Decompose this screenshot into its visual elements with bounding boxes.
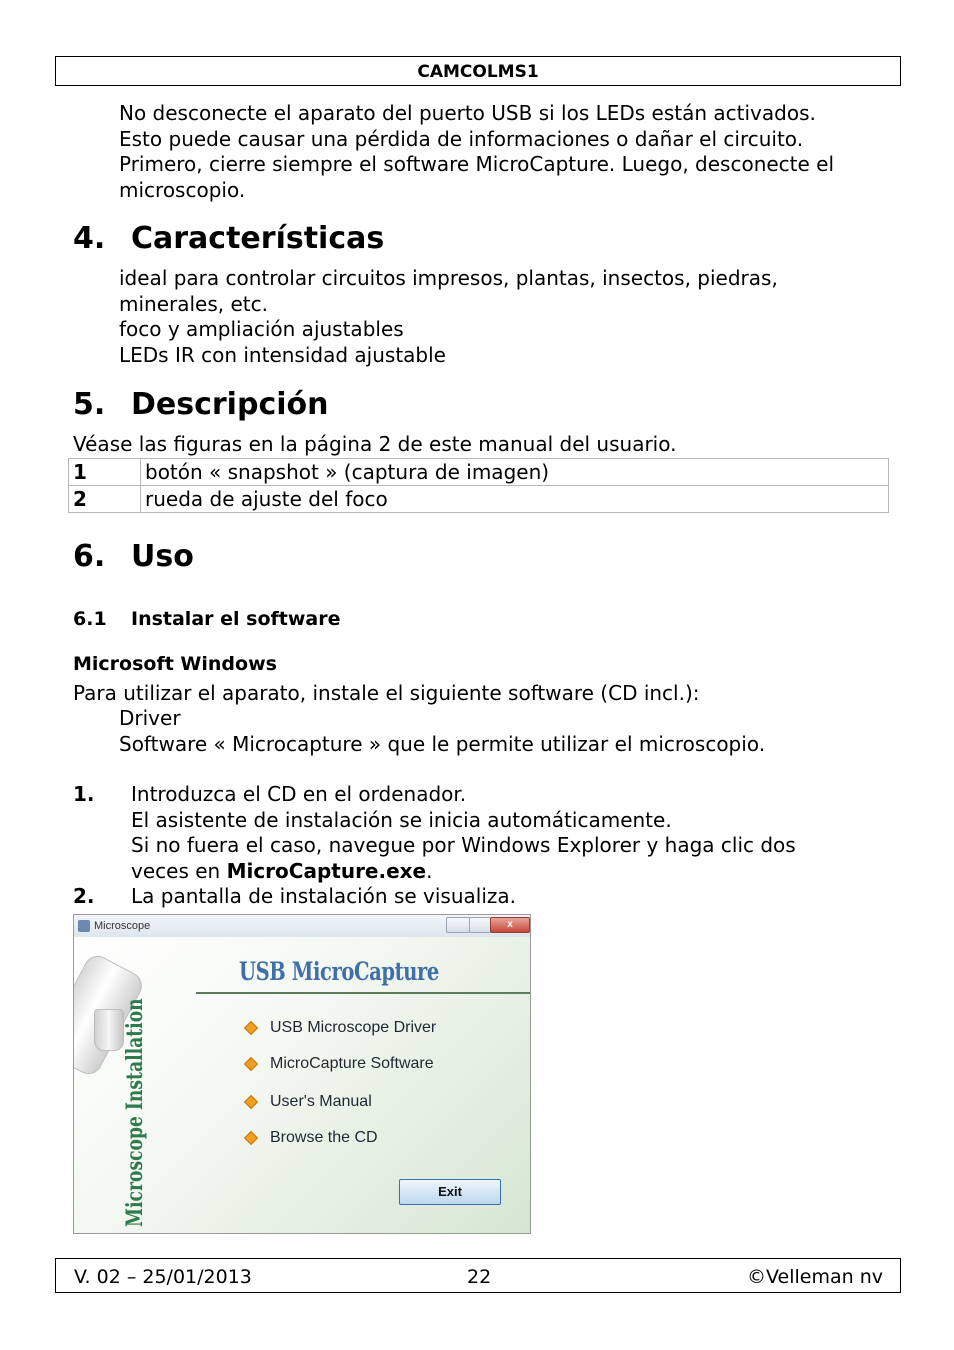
- intro-line: Esto puede causar una pérdida de informaciones o dañar el circuito.: [119, 126, 804, 151]
- minimize-button[interactable]: [446, 917, 470, 933]
- section-6-heading: [73, 540, 194, 574]
- footer-copyright: ©Velleman nv: [747, 1266, 883, 1288]
- maximize-button[interactable]: [469, 917, 491, 933]
- exe-filename: MicroCapture.exe: [226, 858, 427, 883]
- menu-item-label: Browse the CD: [270, 1129, 378, 1146]
- microscope-tip-image: [94, 1009, 124, 1051]
- menu-item-browse-cd[interactable]: [246, 1129, 378, 1147]
- intro-line: Primero, cierre siempre el software MicroCapture. Luego, desconecte el: [119, 152, 835, 176]
- step-number: 2.: [73, 884, 95, 908]
- section-title: Características: [131, 221, 385, 256]
- page-footer: [55, 1258, 901, 1293]
- step-line: [131, 859, 796, 885]
- diamond-bullet-icon: [244, 1095, 258, 1109]
- table-cell-num: 2: [69, 486, 141, 513]
- menu-item-driver[interactable]: [246, 1019, 436, 1037]
- description-table: [68, 458, 889, 513]
- step-line: La pantalla de instalación se visualiza.: [131, 884, 516, 908]
- menu-item-label: User's Manual: [270, 1093, 372, 1110]
- features-list: [119, 266, 778, 368]
- subsection-number: 6.1: [73, 608, 107, 630]
- installer-screenshot: [73, 914, 531, 1234]
- step-body: [131, 884, 516, 910]
- feature-line: ideal para controlar circuitos impresos, plantas, insectos, piedras,: [119, 266, 778, 290]
- diamond-bullet-icon: [244, 1021, 258, 1035]
- feature-line: minerales, etc.: [119, 291, 268, 316]
- install-steps: [73, 782, 796, 910]
- step-number: 1.: [73, 782, 95, 806]
- table-row: [69, 486, 889, 513]
- software-list: [119, 706, 765, 757]
- app-icon: [78, 920, 90, 932]
- section-number: 6.: [73, 539, 106, 574]
- banner-title: USB MicroCapture: [239, 957, 439, 986]
- description-intro: Véase las figuras en la página 2 de este manual del usuario.: [73, 432, 677, 456]
- table-cell-text: rueda de ajuste del foco: [141, 486, 889, 513]
- os-heading: Microsoft Windows: [73, 653, 277, 675]
- intro-paragraph: [119, 101, 834, 203]
- close-button[interactable]: x: [490, 917, 530, 933]
- step-item: [73, 782, 796, 884]
- feature-line: foco y ampliación ajustables: [119, 317, 404, 341]
- step-text: .: [426, 858, 433, 883]
- table-row: [69, 459, 889, 486]
- step-line: Si no fuera el caso, navegue por Windows Explorer y haga clic dos: [131, 833, 796, 857]
- install-paragraph: Para utilizar el aparato, instale el siguiente software (CD incl.):: [73, 681, 700, 705]
- step-body: [131, 782, 796, 884]
- section-number: 4.: [73, 221, 106, 256]
- side-title: Microscope Installation: [122, 998, 148, 1227]
- feature-line: LEDs IR con intensidad ajustable: [119, 342, 446, 367]
- step-line: El asistente de instalación se inicia automáticamente.: [131, 807, 672, 832]
- window-titlebar: [74, 915, 530, 938]
- menu-item-label: MicroCapture Software: [270, 1055, 434, 1072]
- subsection-6-1-heading: [73, 607, 340, 631]
- subsection-title: Instalar el software: [131, 608, 341, 630]
- section-number: 5.: [73, 387, 106, 422]
- step-text: veces en: [131, 858, 227, 883]
- installer-body: [74, 937, 530, 1233]
- diamond-bullet-icon: [244, 1131, 258, 1145]
- intro-line: microscopio.: [119, 177, 246, 202]
- page-header: [55, 56, 901, 86]
- software-item: Software « Microcapture » que le permite utilizar el microscopio.: [119, 731, 766, 756]
- step-item: [73, 884, 796, 910]
- menu-item-manual[interactable]: [246, 1093, 372, 1111]
- menu-item-software[interactable]: [246, 1055, 434, 1073]
- software-item: Driver: [119, 706, 181, 730]
- section-title: Uso: [131, 539, 194, 574]
- intro-line: No desconecte el aparato del puerto USB si los LEDs están activados.: [119, 101, 816, 125]
- step-line: Introduzca el CD en el ordenador.: [131, 782, 467, 806]
- footer-page-number: 22: [467, 1266, 492, 1288]
- table-cell-text: botón « snapshot » (captura de imagen): [141, 459, 889, 486]
- diamond-bullet-icon: [244, 1057, 258, 1071]
- header-title: CAMCOLMS1: [417, 62, 539, 82]
- banner-underline: [196, 992, 531, 994]
- exit-button[interactable]: Exit: [399, 1179, 501, 1205]
- menu-item-label: USB Microscope Driver: [270, 1019, 437, 1036]
- section-4-heading: [73, 222, 384, 256]
- section-title: Descripción: [131, 387, 329, 422]
- section-5-heading: [73, 388, 328, 422]
- footer-version: V. 02 – 25/01/2013: [74, 1266, 252, 1288]
- table-cell-num: 1: [69, 459, 141, 486]
- window-title: Microscope: [94, 920, 151, 932]
